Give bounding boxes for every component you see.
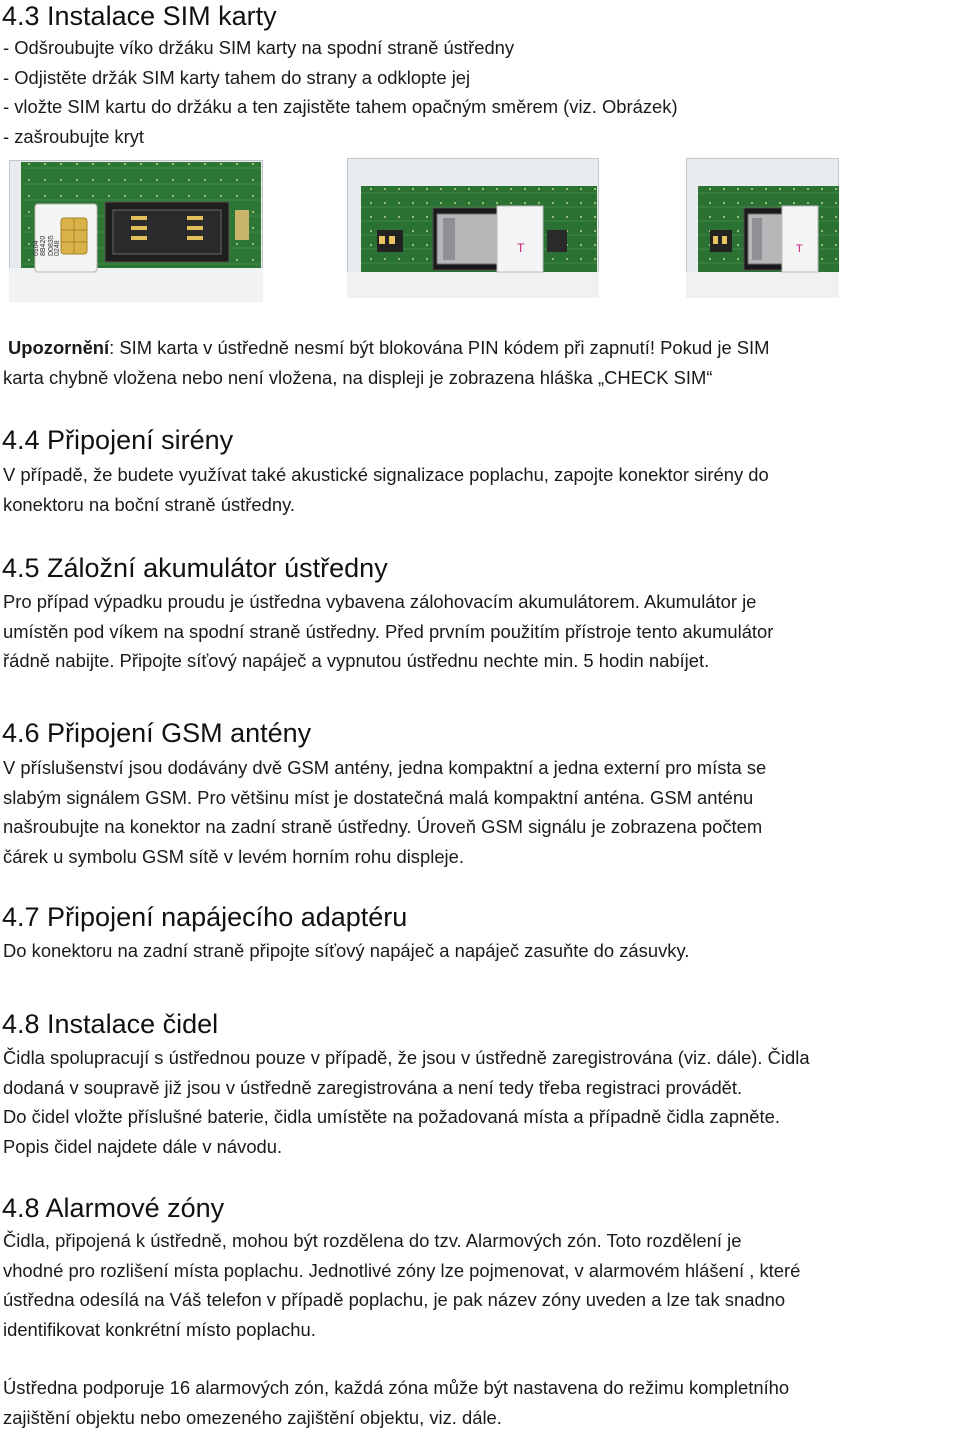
step-3: - vložte SIM kartu do držáku a ten zajistěte tahem opačným směrem (viz. Obrázek) — [3, 96, 678, 118]
sensors-text — [3, 1043, 810, 1161]
zones-line-2: vhodné pro rozlišení místa poplachu. Jednotlivé zóny lze pojmenovat, v alarmovém hlášení , které — [3, 1259, 801, 1281]
alarm-zones-text-2 — [3, 1373, 789, 1432]
zones-line-1: Čidla, připojená k ústředně, mohou být rozdělena do tzv. Alarmových zón. Toto rozdělení je — [3, 1230, 742, 1251]
svg-text:T: T — [796, 243, 803, 255]
sensors-line-3: Do čidel vložte příslušné baterie, čidla umístěte na požadovaná místa a případně čidla zapněte. — [3, 1106, 780, 1128]
siren-line-2: konektoru na boční straně ústředny. — [3, 493, 296, 515]
zones2-line-2: zajištění objektu nebo omezeného zajištění objektu, viz. dále. — [3, 1406, 502, 1428]
svg-text:T: T — [517, 241, 525, 255]
section-title-alarm-zones: 4.8 Alarmové zóny — [2, 1193, 225, 1223]
sim-holder-locked-photo — [686, 158, 839, 298]
battery-text — [3, 587, 773, 676]
sim-print-2: D0835 — [48, 235, 55, 256]
sensors-line-4: Popis čidel najdete dále v návodu. — [3, 1135, 283, 1157]
sim-warning — [3, 333, 770, 392]
siren-line-1: V případě, že budete využívat také akustické signalizace poplachu, zapojte konektor sirény do — [3, 464, 769, 485]
sensors-line-1: Čidla spolupracují s ústřednou pouze v případě, že jsou v ústředně zaregistrována (viz. dále). Čidla — [3, 1047, 810, 1068]
section-title-sensors: 4.8 Instalace čidel — [2, 1009, 219, 1039]
sim-install-steps — [3, 33, 678, 151]
sim-holder-open-photo — [9, 160, 263, 302]
power-adapter-text — [3, 936, 689, 966]
battery-line-1: Pro případ výpadku proudu je ústředna vybavena zálohovacím akumulátorem. Akumulátor je — [3, 591, 757, 612]
gsm-line-4: čárek u symbolu GSM sítě v levém horním rohu displeje. — [3, 845, 464, 867]
sim-print-4: 0248 — [54, 240, 61, 256]
warning-text-2: karta chybně vložena nebo není vložena, na displeji je zobrazena hláška „CHECK SIM“ — [3, 366, 713, 388]
sim-print-1: 8B420 — [40, 235, 47, 256]
zones-line-4: identifikovat konkrétní místo poplachu. — [3, 1318, 316, 1340]
sim-holder-closed-photo — [347, 158, 599, 298]
gsm-line-2: slabým signálem GSM. Pro většinu míst je dostatečná malá kompaktní anténa. GSM anténu — [3, 786, 754, 808]
gsm-line-1: V příslušenství jsou dodávány dvě GSM antény, jedna kompaktní a jedna externí pro místa se — [3, 757, 767, 778]
step-4: - zašroubujte kryt — [3, 125, 145, 147]
power-line-1: Do konektoru na zadní straně připojte síťový napáječ a napáječ zasuňte do zásuvky. — [3, 940, 690, 961]
section-title-power-adapter: 4.7 Připojení napájecího adaptéru — [2, 902, 408, 932]
zones-line-3: ústředna odesílá na Váš telefon v případě poplachu, je pak název zóny uveden a lze tak snadno — [3, 1289, 786, 1311]
battery-line-3: řádně nabijte. Připojte síťový napáječ a vypnutou ústřednu nechte min. 5 hodin nabíjet. — [3, 650, 710, 672]
sim-print-3: 0104 — [33, 240, 40, 256]
step-1: - Odšroubujte víko držáku SIM karty na spodní straně ústředny — [3, 37, 515, 58]
siren-text — [3, 460, 769, 519]
gsm-antenna-text — [3, 753, 766, 871]
sensors-line-2: dodaná v soupravě již jsou v ústředně zaregistrována a není tedy třeba registraci provádět. — [3, 1076, 743, 1098]
warning-label: Upozornění — [8, 337, 110, 358]
gsm-line-3: našroubujte na konektor na zadní straně ústředny. Úroveň GSM signálu je zobrazena počtem — [3, 816, 763, 838]
battery-line-2: umístěn pod víkem na spodní straně ústředny. Před prvním použitím přístroje tento akumulátor — [3, 620, 774, 642]
alarm-zones-text — [3, 1226, 800, 1344]
section-title-sim-install: 4.3 Instalace SIM karty — [2, 1, 277, 31]
section-title-battery: 4.5 Záložní akumulátor ústředny — [2, 553, 388, 583]
section-title-gsm-antenna: 4.6 Připojení GSM antény — [2, 718, 312, 748]
step-2: - Odjistěte držák SIM karty tahem do strany a odklopte jej — [3, 66, 471, 88]
zones2-line-1: Ústředna podporuje 16 alarmových zón, každá zóna může být nastavena do režimu kompletního — [3, 1377, 790, 1398]
warning-text: : SIM karta v ústředně nesmí být blokována PIN kódem při zapnutí! Pokud je SIM — [109, 337, 770, 358]
section-title-siren: 4.4 Připojení sirény — [2, 425, 234, 455]
